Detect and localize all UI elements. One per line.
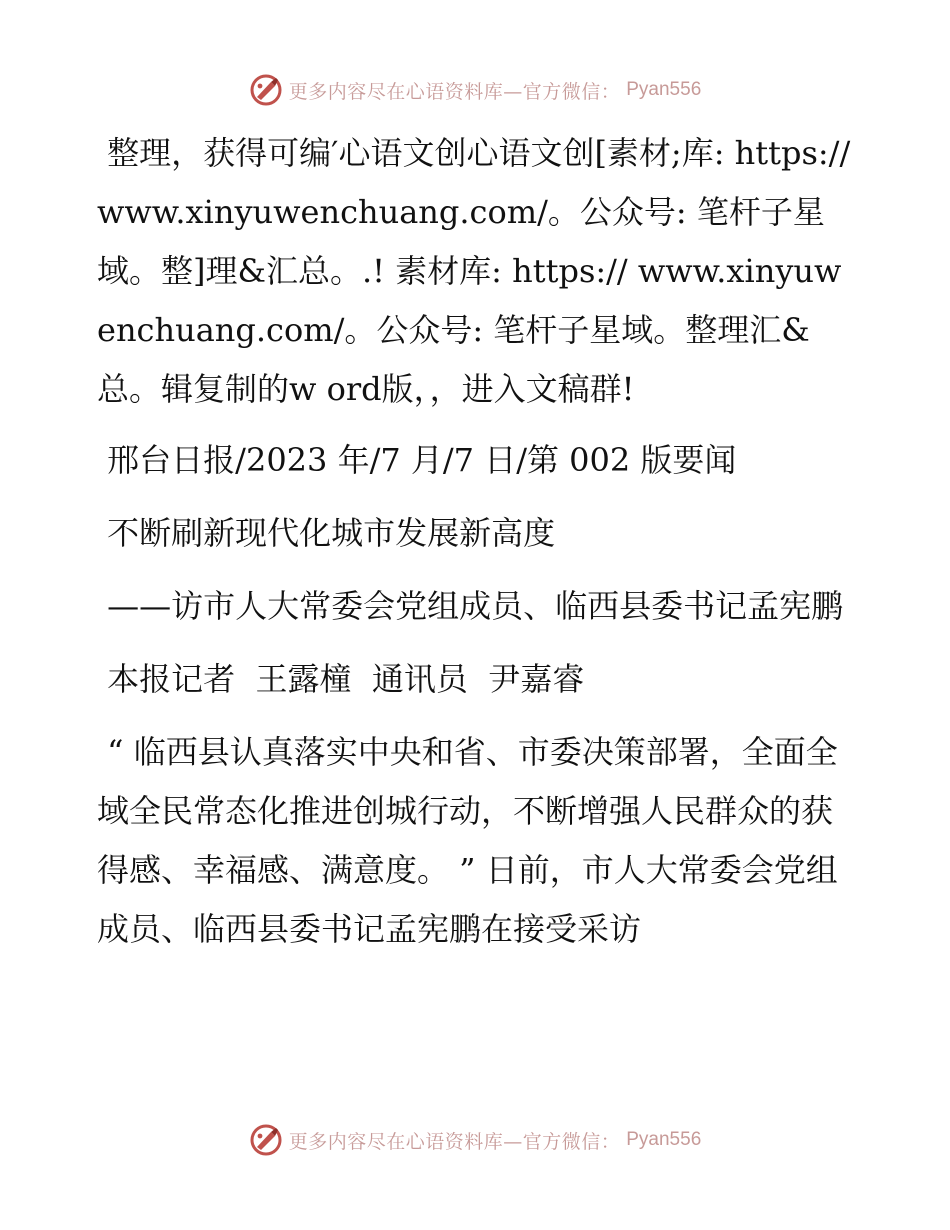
banner-text: 更多内容尽在心语资料库—官方微信： bbox=[288, 80, 621, 103]
intro-paragraph: 整理，获得可编′心语文创心语文创[素材;库: https://www.xinyuwenchuang.com/。公众号: 笔杆子星域。整]理&汇总。.! 素材库: https:// www.xinyuwenchuang.com/。公众号: 笔杆子星域。整理汇&总。辑复制的w ord版，，进入文稿群! bbox=[97, 134, 851, 408]
byline: 本报记者 王露橦 通讯员 尹嘉睿 bbox=[97, 660, 585, 698]
footer-banner bbox=[0, 1122, 950, 1162]
dateline: 邢台日报/2023 年/7 月/7 日/第 002 版要闻 bbox=[97, 441, 737, 479]
banner-wechat-id: Pyan556 bbox=[626, 79, 702, 100]
article-content bbox=[97, 124, 857, 959]
seal-logo-icon bbox=[249, 73, 283, 107]
headline: 不断刷新现代化城市发展新高度 bbox=[97, 514, 556, 552]
banner-wechat-id: Pyan556 bbox=[626, 1129, 702, 1150]
header-banner bbox=[0, 72, 950, 112]
lead-paragraph: “ 临西县认真落实中央和省、市委决策部署，全面全域全民常态化推进创城行动，不断增强人民群众的获得感、幸福感、满意度。 ” 日前，市人大常委会党组成员、临西县委书记孟宪鹏在接受采访 bbox=[97, 733, 838, 948]
seal-logo-icon bbox=[249, 1123, 283, 1157]
banner-text: 更多内容尽在心语资料库—官方微信： bbox=[288, 1130, 621, 1153]
subheadline: ——访市人大常委会党组成员、临西县委书记孟宪鹏 bbox=[97, 587, 844, 625]
